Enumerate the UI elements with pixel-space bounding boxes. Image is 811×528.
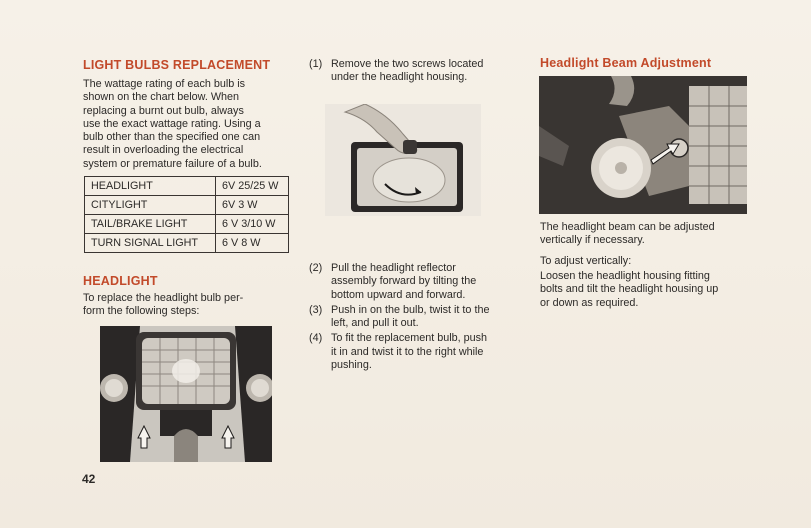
- step-line: it in and twist it to the right while: [331, 345, 484, 358]
- intro-line: use the exact wattage rating. Using a: [83, 117, 261, 130]
- beam-adjustment-heading: Headlight Beam Adjustment: [540, 56, 712, 70]
- light-bulbs-heading: LIGHT BULBS REPLACEMENT: [83, 58, 271, 72]
- step-number: (2): [309, 262, 323, 274]
- bulb-wattage: 6 V 3/10 W: [216, 215, 289, 234]
- page-number: 42: [82, 472, 96, 486]
- step-1: [309, 58, 483, 87]
- step-4: [309, 332, 489, 372]
- intro-line: replacing a burnt out bulb, always: [83, 104, 244, 117]
- intro-paragraph: [83, 78, 262, 171]
- bulb-wattage-table: [84, 176, 289, 253]
- step-line: Pull the headlight reflector: [331, 262, 456, 274]
- intro-line: system or premature failure of a bulb.: [83, 157, 262, 170]
- beam-adjustment-photo: [539, 76, 747, 214]
- headlight-heading: HEADLIGHT: [83, 274, 158, 288]
- bulb-name: TURN SIGNAL LIGHT: [85, 234, 216, 253]
- step-line: bottom upward and forward.: [331, 288, 466, 301]
- adjust-line: or down as required.: [540, 296, 639, 309]
- remove-reflector-photo: [325, 104, 481, 216]
- step-2: [309, 262, 489, 302]
- step-number: (4): [309, 332, 323, 345]
- intro-line: The wattage rating of each bulb is: [83, 78, 246, 90]
- step-line: Remove the two screws located: [331, 58, 484, 70]
- step-number: (1): [309, 58, 323, 70]
- adjust-instructions: [540, 270, 718, 310]
- bulb-wattage: 6 V 8 W: [216, 234, 289, 253]
- step-line: pushing.: [331, 359, 372, 372]
- headlight-line: form the following steps:: [83, 305, 200, 318]
- table-row: [85, 177, 289, 196]
- table-row: [85, 234, 289, 253]
- step-line: left, and pull it out.: [331, 317, 419, 330]
- to-adjust-label: [540, 255, 631, 268]
- bulb-wattage: 6V 3 W: [216, 196, 289, 215]
- bulb-name: CITYLIGHT: [85, 196, 216, 215]
- caption-line: vertically if necessary.: [540, 234, 645, 247]
- step-number: (3): [309, 303, 323, 316]
- step-line: under the headlight housing.: [331, 71, 468, 84]
- headlight-line: To replace the headlight bulb per-: [83, 292, 244, 304]
- step-line: Push in on the bulb, twist it to the: [331, 303, 490, 316]
- step-3: [309, 304, 489, 331]
- adjust-line: Loosen the headlight housing fitting: [540, 270, 710, 282]
- intro-line: shown on the chart below. When: [83, 91, 240, 104]
- caption-line: The headlight beam can be adjusted: [540, 221, 715, 233]
- headlight-front-photo: [100, 326, 272, 462]
- headlight-paragraph: [83, 292, 243, 319]
- adjust-line: bolts and tilt the headlight housing up: [540, 283, 719, 296]
- bulb-name: HEADLIGHT: [85, 177, 216, 196]
- intro-line: bulb other than the specified one can: [83, 131, 261, 144]
- table-row: [85, 196, 289, 215]
- table-row: [85, 215, 289, 234]
- beam-caption: [540, 221, 715, 248]
- to-adjust-text: To adjust vertically:: [540, 255, 632, 267]
- step-line: To fit the replacement bulb, push: [331, 332, 488, 345]
- bulb-name: TAIL/BRAKE LIGHT: [85, 215, 216, 234]
- step-line: assembly forward by tilting the: [331, 275, 477, 288]
- bulb-wattage: 6V 25/25 W: [216, 177, 289, 196]
- intro-line: result in overloading the electrical: [83, 144, 244, 157]
- steps-2-4: [309, 262, 489, 374]
